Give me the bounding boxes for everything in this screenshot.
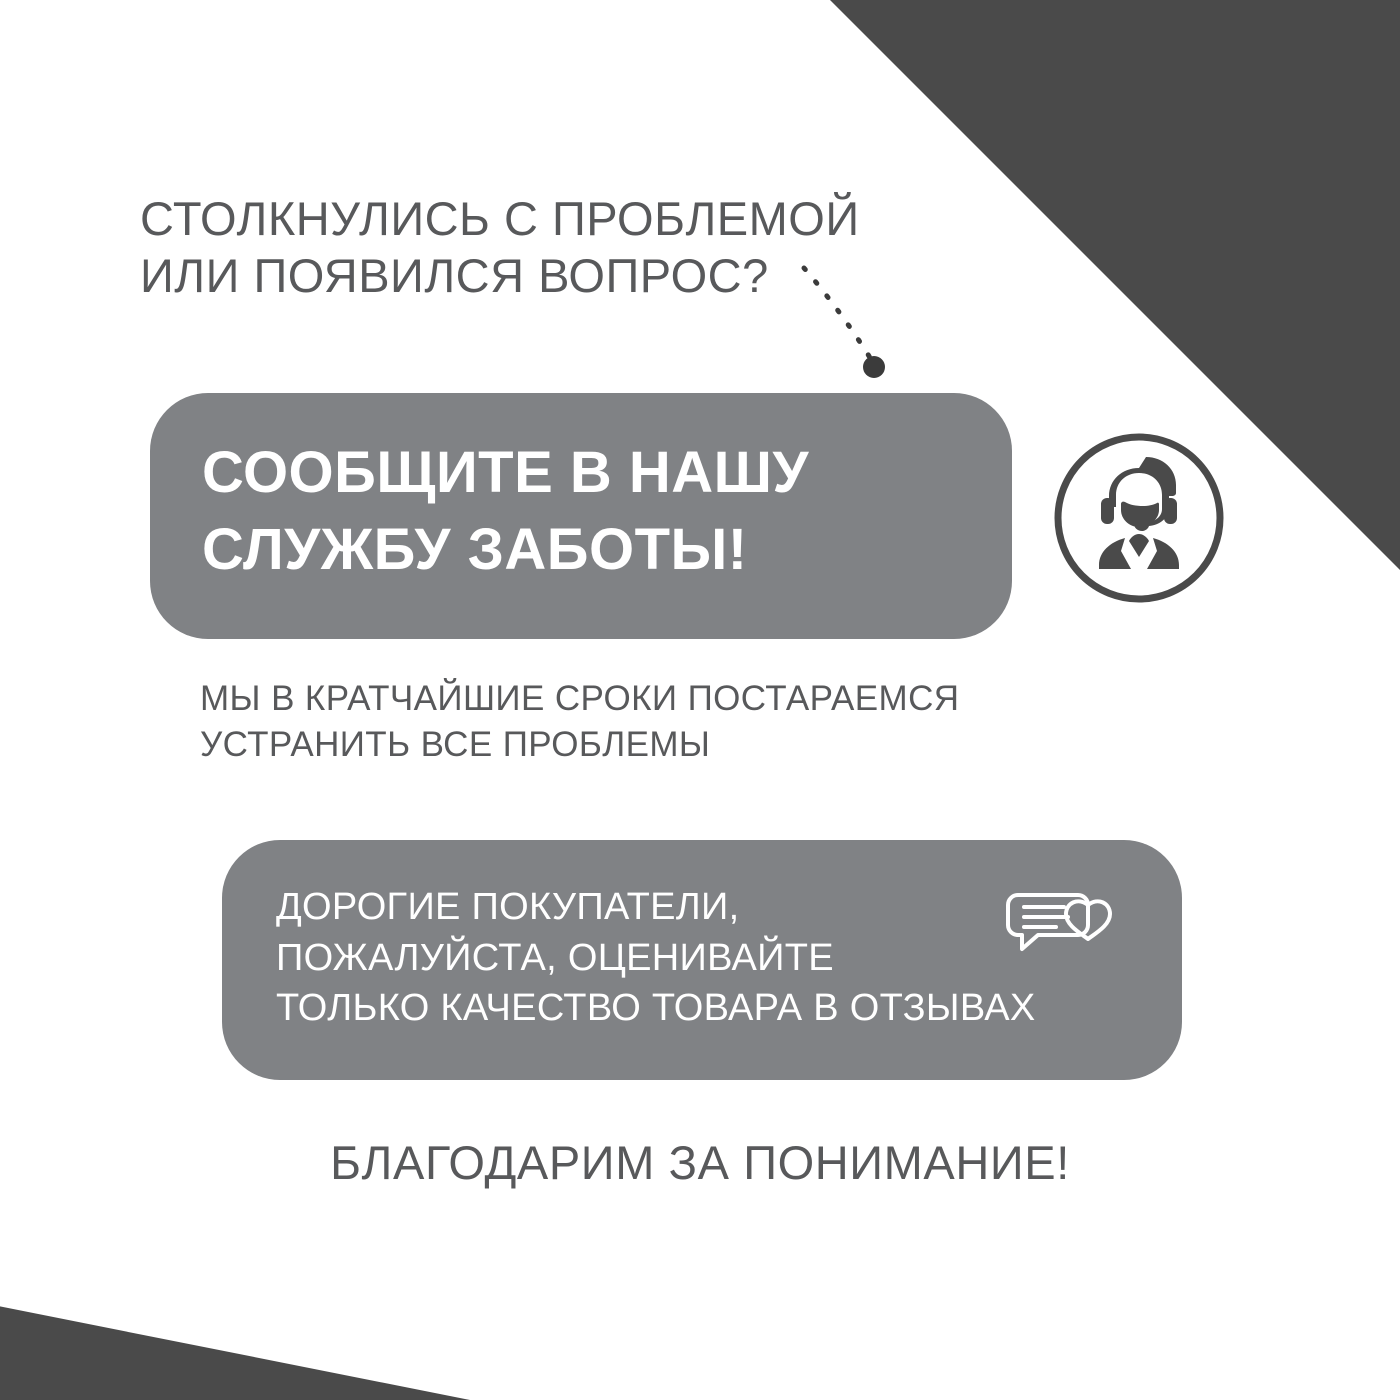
support-operator-headset-icon	[1053, 432, 1225, 604]
support-subtext	[200, 676, 1060, 767]
dotted-arrow-icon	[800, 258, 910, 388]
banner-main-line-1: СООБЩИТЕ В НАШУ	[202, 440, 810, 505]
banner-review-line-2: ПОЖАЛУЙСТА, ОЦЕНИВАЙТЕ	[276, 936, 834, 979]
bottom-left-corner-decoration	[0, 1280, 470, 1400]
thanks-footer: БЛАГОДАРИМ ЗА ПОНИМАНИЕ!	[330, 1136, 1070, 1189]
contact-support-banner	[150, 393, 1012, 639]
headline-line-2: ИЛИ ПОЯВИЛСЯ ВОПРОС?	[140, 249, 769, 303]
subtext-line-2: УСТРАНИТЬ ВСЕ ПРОБЛЕМЫ	[200, 724, 711, 764]
headline-line-1: СТОЛКНУЛИСЬ С ПРОБЛЕМОЙ	[140, 192, 860, 245]
banner-main-line-2: СЛУЖБУ ЗАБОТЫ!	[202, 516, 748, 582]
banner-review-line-1: ДОРОГИЕ ПОКУПАТЕЛИ,	[276, 886, 740, 928]
speech-bubble-heart-icon	[1000, 865, 1120, 965]
subtext-line-1: МЫ В КРАТЧАЙШИЕ СРОКИ ПОСТАРАЕМСЯ	[200, 679, 960, 718]
banner-review-line-3: ТОЛЬКО КАЧЕСТВО ТОВАРА В ОТЗЫВАХ	[276, 987, 1036, 1030]
